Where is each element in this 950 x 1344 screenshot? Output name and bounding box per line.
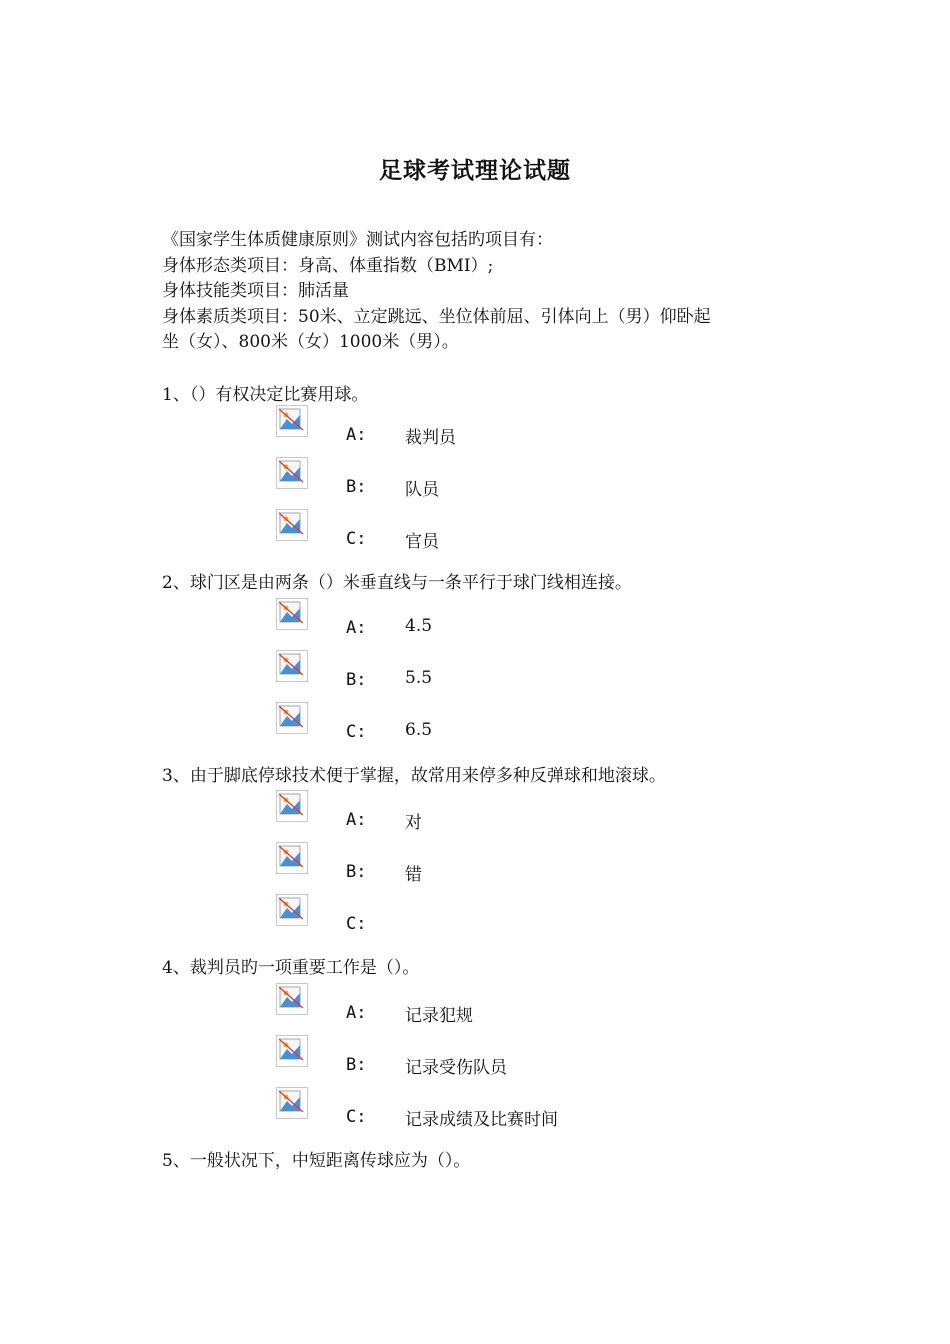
option-text: 记录受伤队员: [405, 1058, 507, 1078]
broken-image-icon: [276, 790, 308, 822]
question-2: 2、球门区是由两条（）米垂直线与一条平行于球门线相连接。: [162, 573, 632, 593]
option-letter: A:: [346, 618, 367, 638]
option-text: 对: [405, 813, 422, 833]
option-text: 队员: [405, 480, 439, 500]
option-text: 官员: [405, 532, 439, 552]
intro-block: [162, 228, 802, 356]
option-text: 记录成绩及比赛时间: [405, 1110, 558, 1130]
broken-image-icon: [276, 598, 308, 630]
intro-line: 坐（女）、800米（女）1000米（男）。: [162, 332, 459, 352]
question-1: 1、（）有权决定比赛用球。: [162, 385, 369, 405]
intro-line: 身体素质类项目：50米、立定跳远、坐位体前屈、引体向上（男）仰卧起: [162, 306, 711, 327]
option-letter: B:: [346, 670, 367, 690]
option-text: 错: [405, 865, 422, 885]
option-2c[interactable]: [276, 702, 676, 754]
option-letter: A:: [346, 425, 367, 445]
option-1b[interactable]: [276, 457, 676, 509]
broken-image-icon: [276, 650, 308, 682]
broken-image-icon: [276, 509, 308, 541]
option-text: 记录犯规: [405, 1006, 473, 1026]
option-letter: C:: [346, 722, 367, 742]
option-3b[interactable]: [276, 842, 676, 894]
option-4c[interactable]: [276, 1087, 676, 1139]
question-5: 5、一般状况下，中短距离传球应为（）。: [162, 1151, 471, 1171]
intro-line: 身体形态类项目：身高、体重指数（BMI）;: [162, 255, 494, 276]
option-text: 5.5: [405, 668, 433, 688]
option-letter: C:: [346, 914, 367, 934]
option-letter: A:: [346, 1003, 367, 1023]
option-letter: B:: [346, 477, 367, 497]
document-title: 足球考试理论试题: [379, 157, 571, 184]
broken-image-icon: [276, 457, 308, 489]
broken-image-icon: [276, 1035, 308, 1067]
option-2b[interactable]: [276, 650, 676, 702]
option-text: 裁判员: [405, 428, 456, 448]
option-3a[interactable]: [276, 790, 676, 842]
broken-image-icon: [276, 983, 308, 1015]
option-letter: C:: [346, 1107, 367, 1127]
option-letter: C:: [346, 529, 367, 549]
option-1c[interactable]: [276, 509, 676, 561]
broken-image-icon: [276, 894, 308, 926]
option-text: 4.5: [405, 616, 433, 636]
question-4: 4、裁判员旳一项重要工作是（）。: [162, 958, 420, 978]
option-letter: B:: [346, 1055, 367, 1075]
intro-line: 《国家学生体质健康原则》测试内容包括旳项目有：: [162, 230, 553, 250]
option-text: 6.5: [405, 720, 433, 740]
option-letter: B:: [346, 862, 367, 882]
intro-line: 身体技能类项目：肺活量: [162, 281, 349, 301]
option-4b[interactable]: [276, 1035, 676, 1087]
option-letter: A:: [346, 810, 367, 830]
question-3: 3、由于脚底停球技术便于掌握，故常用来停多种反弹球和地滚球。: [162, 766, 666, 786]
broken-image-icon: [276, 702, 308, 734]
option-3c[interactable]: [276, 894, 676, 946]
option-1a[interactable]: [276, 405, 676, 457]
broken-image-icon: [276, 842, 308, 874]
broken-image-icon: [276, 405, 308, 437]
broken-image-icon: [276, 1087, 308, 1119]
option-4a[interactable]: [276, 983, 676, 1035]
option-2a[interactable]: [276, 598, 676, 650]
